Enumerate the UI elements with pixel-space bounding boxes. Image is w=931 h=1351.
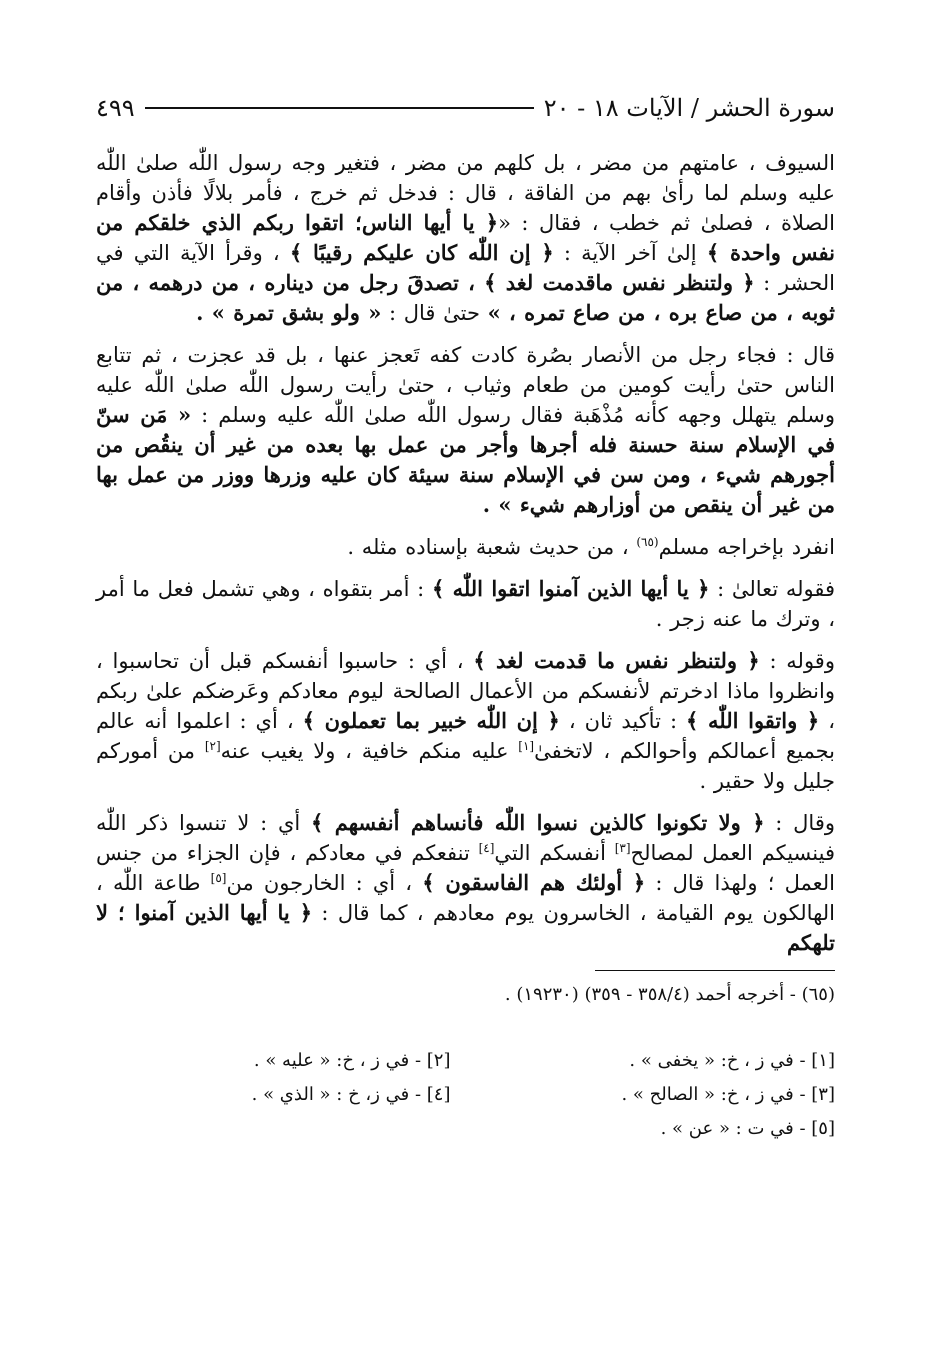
quoted-text: ﴿ إن اللّٰه خبير بما تعملون ﴾: [302, 708, 560, 733]
quoted-text: ﴿ أولئك هم الفاسقون ﴾: [422, 870, 646, 895]
paragraph-4: [96, 574, 835, 634]
footnote-marker: [٢]: [204, 739, 221, 753]
header-rule: [145, 107, 534, 109]
note-3: [٣] - في ز ، خ: « الصالح » .: [621, 1084, 835, 1105]
quoted-text: ﴿ إن اللّٰه كان عليكم رقيبًا ﴾: [289, 240, 554, 265]
text-run: انفرد بإخراجه مسلم: [658, 535, 835, 559]
text-run: وقال :: [764, 811, 836, 835]
paragraph-2: [96, 340, 835, 520]
text-run: : أمر بتقواه ، وهي تشمل فعل ما أمر ، وترك ما عنه زجر .: [96, 577, 835, 631]
quoted-text: ﴿ ولتنظر نفس ماقدمت لغد ﴾ ، تصدقَ رجل من ديناره ، من درهمه ، من ثوبه ، من صاع بره ، من صاع تمره ، »: [96, 270, 835, 325]
quoted-text: « ولو بشق تمرة » .: [196, 300, 382, 325]
footnote-marker: [١]: [518, 739, 535, 753]
text-run: ، وقرأ الآية التي في الحشر :: [96, 241, 835, 295]
footnote-marker: [٥]: [210, 871, 227, 885]
text-run: طاعة اللّٰه ، الهالكون يوم القيامة ، الخاسرون يوم معادهم ، كما قال :: [96, 871, 835, 925]
footnote-separator: [595, 970, 835, 971]
body-text: [96, 148, 835, 958]
quoted-text: ﴿ يا أيها الذين آمنوا اتقوا اللّٰه ﴾: [431, 576, 710, 601]
text-run: : تأكيد ثان ،: [559, 709, 687, 733]
text-run: فقوله تعالىٰ :: [709, 577, 836, 601]
quoted-text: ﴿ يا أيها الذين آمنوا ؛ لا تلهكم: [96, 900, 835, 955]
text-run: السيوف ، عامتهم من مضر ، بل كلهم من مضر ، فتغير وجه رسول اللّٰه صلىٰ اللّٰه عليه وسلم لما رأىٰ بهم من الفاقة ، قال : فدخل ثم خرج ، فأمر بلالًا فأذن وأقام الصلاة ، فصلىٰ ثم خطب ، فقال : «: [96, 151, 835, 235]
quoted-text: ﴿ ولا تكونوا كالذين نسوا اللّٰه فأنساهم أنفسهم ﴾: [311, 810, 765, 835]
note-5: [٥] - في ت : « عن » .: [660, 1118, 835, 1139]
text-run: أنفسكم التي: [494, 841, 615, 865]
text-run: أي : لا تنسوا ذكر اللّٰه فينسيكم العمل لمصالح: [96, 811, 835, 865]
quoted-text: ﴿ ولتنظر نفس ما قدمت لغد ﴾: [473, 648, 760, 673]
text-run: ، من حديث شعبة بإسناده مثله .: [347, 535, 637, 559]
paragraph-5: [96, 646, 835, 796]
text-run: وقوله :: [759, 649, 835, 673]
page-header: [96, 88, 835, 128]
note-2: [٢] - في ز ، خ: « عليه » .: [253, 1050, 451, 1071]
running-title: سورة الحشر / الآيات ١٨ - ٢٠: [543, 94, 835, 122]
text-run: تنفعكم في معادكم ، فإن الجزاء من جنس العمل ؛ ولهذا قال :: [96, 841, 835, 895]
paragraph-6: [96, 808, 835, 958]
footnote-marker: [٤]: [478, 841, 495, 855]
quoted-text: ﴿ واتقوا اللّٰه ﴾: [686, 708, 820, 733]
text-run: من أموركم جليل ولا حقير .: [96, 739, 835, 793]
text-run: ، أي : اعلموا أنه عالم بجميع أعمالكم وأحوالكم ، لاتخفىٰ: [96, 709, 835, 763]
text-run: عليه منكم خافية ، ولا يغيب عنه: [220, 739, 519, 763]
text-run: ، أي : الخارجون من: [226, 871, 423, 895]
footnote-65: (٦٥) - أخرجه أحمد (٣٥٨/٤ - ٣٥٩) (١٩٢٣٠) .: [504, 984, 835, 1005]
text-run: ، أي : حاسبوا أنفسكم قبل أن تحاسبوا ، وانظروا ماذا ادخرتم لأنفسكم من الأعمال الصالحة ليوم معادكم وعَرضكم علىٰ ربكم ،: [96, 649, 835, 733]
page-number: ٤٩٩: [96, 94, 135, 122]
text-run: قال : فجاء رجل من الأنصار بصُرة كادت كفه تَعجز عنها ، بل قد عجزت ، ثم تتابع الناس حتىٰ رأيت كومين من طعام وثياب ، حتىٰ رأيت رسول اللّٰه صلىٰ اللّٰه عليه وسلم يتهلل وجهه كأنه مُذْهَبة فقال رسول اللّٰه صلىٰ اللّٰه عليه وسلم :: [96, 343, 835, 427]
text-run: حتىٰ قال :: [381, 301, 488, 325]
note-4: [٤] - في ز، خ : « الذي » .: [251, 1084, 451, 1105]
footnote-marker: [٣]: [614, 841, 631, 855]
variant-notes: [96, 1047, 835, 1143]
quoted-text: ﴿ يا أيها الناس؛ اتقوا ربكم الذي خلقكم من نفس واحدة ﴾: [96, 210, 836, 265]
paragraph-1: [96, 148, 835, 328]
quoted-text: « مَن سنّ في الإسلام سنة حسنة فله أجرها وأجر من عمل بها بعده من غير أن ينقُص من أجورهم شيء ، ومن سن في الإسلام سنة سيئة كان عليه وزرها ووزر من عمل بها من غير أن ينقص من أوزارهم شيء » .: [96, 402, 835, 517]
paragraph-3: [96, 532, 835, 562]
footnote-marker: (٦٥): [636, 535, 659, 549]
text-run: إلىٰ آخر الآية :: [553, 241, 707, 265]
note-1: [١] - في ز ، خ: « يخفى » .: [629, 1050, 835, 1071]
